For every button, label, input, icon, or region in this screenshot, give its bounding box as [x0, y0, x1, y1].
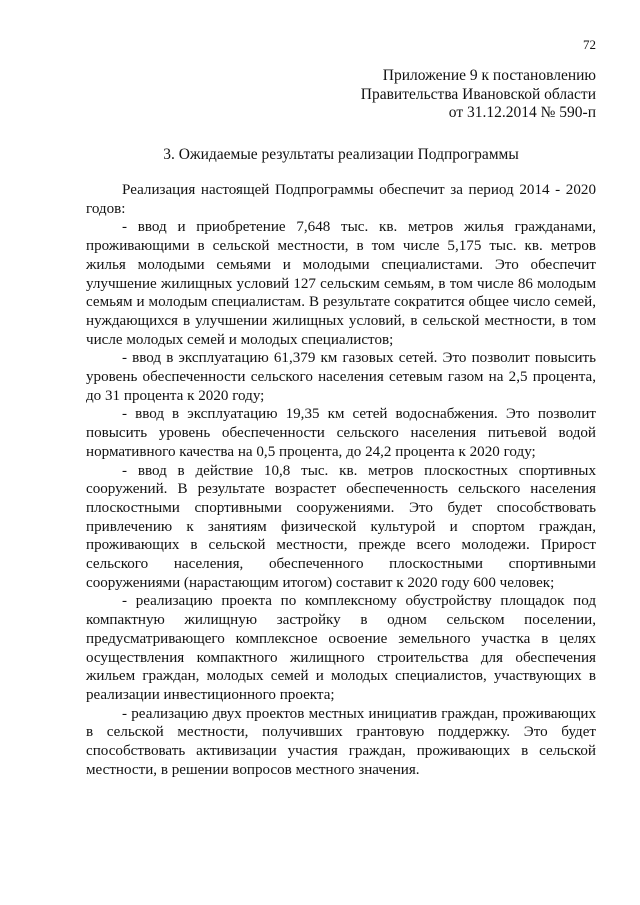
result-item-housing: - ввод и приобретение 7,648 тыс. кв. метров жилья гражданами, проживающими в сельской местности, в том числе 5,175 тыс. кв. метров жилья молодыми семьями и молодыми специалистами. Это обеспечит улучшение жилищных условий 127 сельским семьям, в том числе 86 молодым семьям и молодым специалистам. В результате сократится общее число семей, нуждающихся в улучшении жилищных условий, в сельской местности, в том числе молодых семей и молодых специалистов;	[86, 219, 596, 348]
intro-paragraph: Реализация настоящей Подпрограммы обеспечит за период 2014 - 2020 годов:	[86, 182, 596, 217]
section-title: 3. Ожидаемые результаты реализации Подпрограммы	[163, 146, 519, 163]
result-item-local-initiatives: - реализацию двух проектов местных инициатив граждан, проживающих в сельской местности, получивших грантовую поддержку. Это будет способствовать активизации участия граждан, проживающих в сельской местности, в решении вопросов местного значения.	[86, 705, 596, 778]
result-item-sports: - ввод в действие 10,8 тыс. кв. метров плоскостных спортивных сооружений. В результате возрастет обеспеченность сельского населения плоскостными спортивными сооружениями. Это будет способствовать привлечению к занятиям физической культурой и спортом граждан, проживающих в сельской местности, прежде всего молодежи. Прирост сельского населения, обеспеченного плоскостными спортивными сооружениями (нарастающим итогом) составит к 2020 году 600 человек;	[86, 462, 596, 591]
appendix-header	[300, 67, 596, 123]
result-item-water: - ввод в эксплуатацию 19,35 км сетей водоснабжения. Это позволит повысить уровень обеспеченности сельского населения питьевой водой нормативного качества на 0,5 процента, до 24,2 процента к 2020 году;	[86, 406, 596, 460]
page-number: 72	[583, 37, 596, 52]
result-item-gas: - ввод в эксплуатацию 61,379 км газовых сетей. Это позволит повысить уровень обеспеченности сельского населения сетевым газом на 2,5 процента, до 31 процента к 2020 году;	[86, 350, 596, 404]
appendix-line-2: Правительства Ивановской области	[360, 85, 596, 103]
appendix-line-1: Приложение 9 к постановлению	[382, 67, 596, 84]
body-text	[86, 181, 596, 780]
appendix-line-3: от 31.12.2014 № 590-п	[448, 104, 596, 121]
result-item-housing-project: - реализацию проекта по комплексному обустройству площадок под компактную жилищную застройку в одном сельском поселении, предусматривающего комплексное освоение земельного участка в целях осуществления компактного жилищного строительства для обеспечения жильем граждан, молодых семей и молодых специалистов, участвующих в реализации инвестиционного проекта;	[86, 593, 596, 703]
